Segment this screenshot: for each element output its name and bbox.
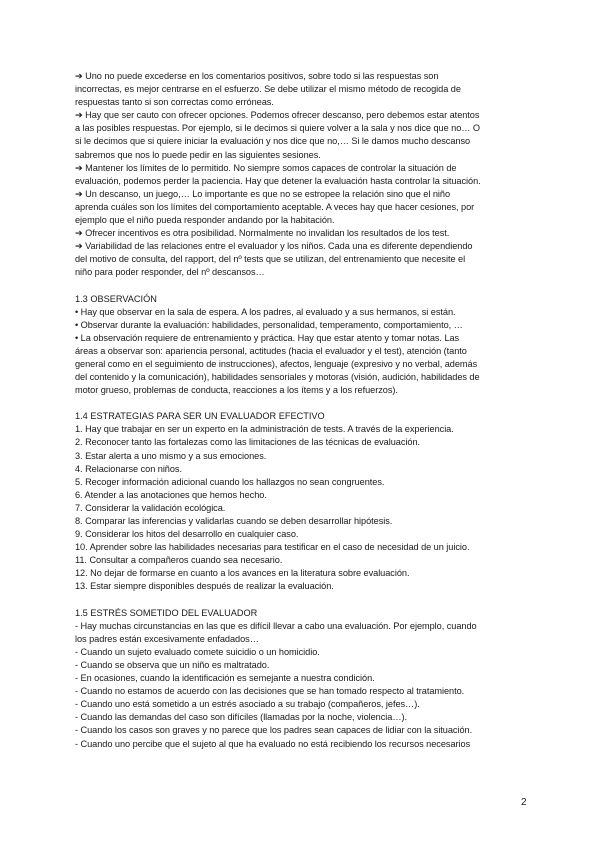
text-line: 10. Aprender sobre las habilidades necesarias para testificar en el caso de necesidad de un juicio. bbox=[75, 542, 470, 553]
text-line: • Observar durante la evaluación: habilidades, personalidad, temperamento, comportamiento, … bbox=[75, 319, 463, 330]
text-line: sabremos que nos lo puede pedir en las siguientes sesiones. bbox=[75, 149, 321, 160]
section-observacion bbox=[75, 293, 530, 398]
text-line: 12. No dejar de formarse en cuanto a los avances en la literatura sobre evaluación. bbox=[75, 568, 410, 579]
text-line: 2. Reconocer tanto las fortalezas como las limitaciones de las técnicas de evaluación. bbox=[75, 437, 421, 448]
text-line: a las posibles respuestas. Por ejemplo, si le decimos si quiere volver a la sala y nos dice que no… O bbox=[75, 123, 481, 134]
text-line: 4. Relacionarse con niños. bbox=[75, 463, 182, 474]
text-line: ➔ Variabilidad de las relaciones entre el evaluador y los niños. Cada una es diferente dependiendo bbox=[75, 241, 473, 252]
section-body bbox=[75, 423, 530, 593]
page-number: 2 bbox=[521, 797, 527, 808]
text-line: ➔ Hay que ser cauto con ofrecer opciones. Podemos ofrecer descanso, pero debemos estar atentos bbox=[75, 110, 480, 121]
text-line: - Cuando uno percibe que el sujeto al que ha evaluado no está recibiendo los recursos necesarios bbox=[75, 738, 471, 749]
text-line: evaluación, podemos perder la paciencia. Hay que detener la evaluación hasta controlar la situación. bbox=[75, 175, 481, 186]
text-line: respuestas tanto si son correctas como erróneas. bbox=[75, 97, 274, 108]
text-line: los padres están excesivamente enfadados… bbox=[75, 633, 259, 644]
text-line: - En ocasiones, cuando la identificación es semejante a nuestra condición. bbox=[75, 673, 375, 684]
text-line: • Hay que observar en la sala de espera. A los padres, al evaluado y a sus hermanos, si están. bbox=[75, 306, 456, 317]
text-line: 8. Comparar las inferencias y validarlas cuando se deben desarrollar hipótesis. bbox=[75, 516, 393, 526]
text-line: 5. Recoger información adicional cuando los hallazgos no sean congruentes. bbox=[75, 476, 385, 487]
text-line: 9. Considerar los hitos del desarrollo en cualquier caso. bbox=[75, 529, 299, 540]
text-line: 13. Estar siempre disponibles después de realizar la evaluación. bbox=[75, 581, 334, 592]
text-line: ➔ Ofrecer incentivos es otra posibilidad. Normalmente no invalidan los resultados de los test. bbox=[75, 228, 450, 239]
text-line: si le decimos que si quiere iniciar la evaluación y nos dice que no,… Si le damos mucho descanso bbox=[75, 136, 471, 147]
text-line: 6. Atender a las anotaciones que hemos hecho. bbox=[75, 489, 267, 500]
text-line: - Hay muchas circunstancias en las que es difícil llevar a cabo una evaluación. Por ejemplo, cuando bbox=[75, 620, 477, 631]
document-page bbox=[75, 70, 530, 751]
text-line: ➔ Un descanso, un juego,… Lo importante es que no se estropee la relación sino que el niño bbox=[75, 188, 451, 199]
section-estres bbox=[75, 607, 530, 751]
text-line: 7. Considerar la validación ecológica. bbox=[75, 502, 226, 513]
text-line: ejemplo que el niño pueda responder andando por la habitación. bbox=[75, 215, 335, 226]
text-line: - Cuando las demandas del caso son difíciles (llamadas por la noche, violencia…). bbox=[75, 712, 407, 723]
text-line: del contenido y la comunicación), habilidades sensoriales y motoras (visión, audición, habilidades de bbox=[75, 372, 480, 383]
text-line: 1. Hay que trabajar en ser un experto en la administración de tests. A través de la experiencia. bbox=[75, 424, 454, 435]
section-heading: 1.3 OBSERVACIÓN bbox=[75, 293, 157, 304]
text-line: motor grueso, problemas de conducta, reacciones a los ítems y a los refuerzos). bbox=[75, 385, 398, 396]
text-line: - Cuando no estamos de acuerdo con las decisiones que se han tomado respecto al tratamiento. bbox=[75, 686, 465, 697]
section-heading: 1.5 ESTRÉS SOMETIDO DEL EVALUADOR bbox=[75, 607, 258, 618]
section-heading: 1.4 ESTRATEGIAS PARA SER UN EVALUADOR EFECTIVO bbox=[75, 411, 325, 422]
section-body bbox=[75, 306, 530, 398]
text-line: • La observación requiere de entrenamiento y práctica. Hay que estar atento y tomar notas. Las bbox=[75, 332, 460, 343]
text-line: ➔ Mantener los límites de lo permitido. No siempre somos capaces de controlar la situación de bbox=[75, 162, 457, 173]
text-line: incorrectas, es mejor centrarse en el esfuerzo. Se debe utilizar el mismo método de recogida de bbox=[75, 84, 461, 95]
section-estrategias bbox=[75, 410, 530, 593]
text-line: 3. Estar alerta a uno mismo y a sus emociones. bbox=[75, 450, 267, 461]
text-line: - Cuando un sujeto evaluado comete suicidio o un homicidio. bbox=[75, 646, 320, 657]
text-line: del motivo de consulta, del rapport, del nº tests que se utilizan, del entrenamiento que necesite el bbox=[75, 254, 466, 265]
intro-block bbox=[75, 70, 530, 280]
text-line: ➔ Uno no puede excederse en los comentarios positivos, sobre todo si las respuestas son bbox=[75, 71, 439, 81]
text-line: niño para poder responder, del nº descansos… bbox=[75, 267, 265, 278]
text-line: aprenda cuáles son los límites del comportamiento aceptable. A veces hay que hacer cesiones, por bbox=[75, 201, 475, 212]
text-line: 11. Consultar a compañeros cuando sea necesario. bbox=[75, 555, 283, 566]
text-line: áreas a observar son: apariencia personal, actitudes (hacia el evaluador y el test), atención (tanto bbox=[75, 345, 467, 356]
text-line: - Cuando se observa que un niño es maltratado. bbox=[75, 659, 270, 670]
section-body bbox=[75, 620, 530, 751]
text-line: - Cuando los casos son graves y no parece que los padres sean capaces de lidiar con la situación. bbox=[75, 725, 473, 736]
text-line: - Cuando uno está sometido a un estrés asociado a su trabajo (compañeros, jefes…). bbox=[75, 699, 420, 710]
text-line: general como en el seguimiento de instrucciones), afectos, lenguaje (expresivo y no verbal, además bbox=[75, 358, 478, 369]
